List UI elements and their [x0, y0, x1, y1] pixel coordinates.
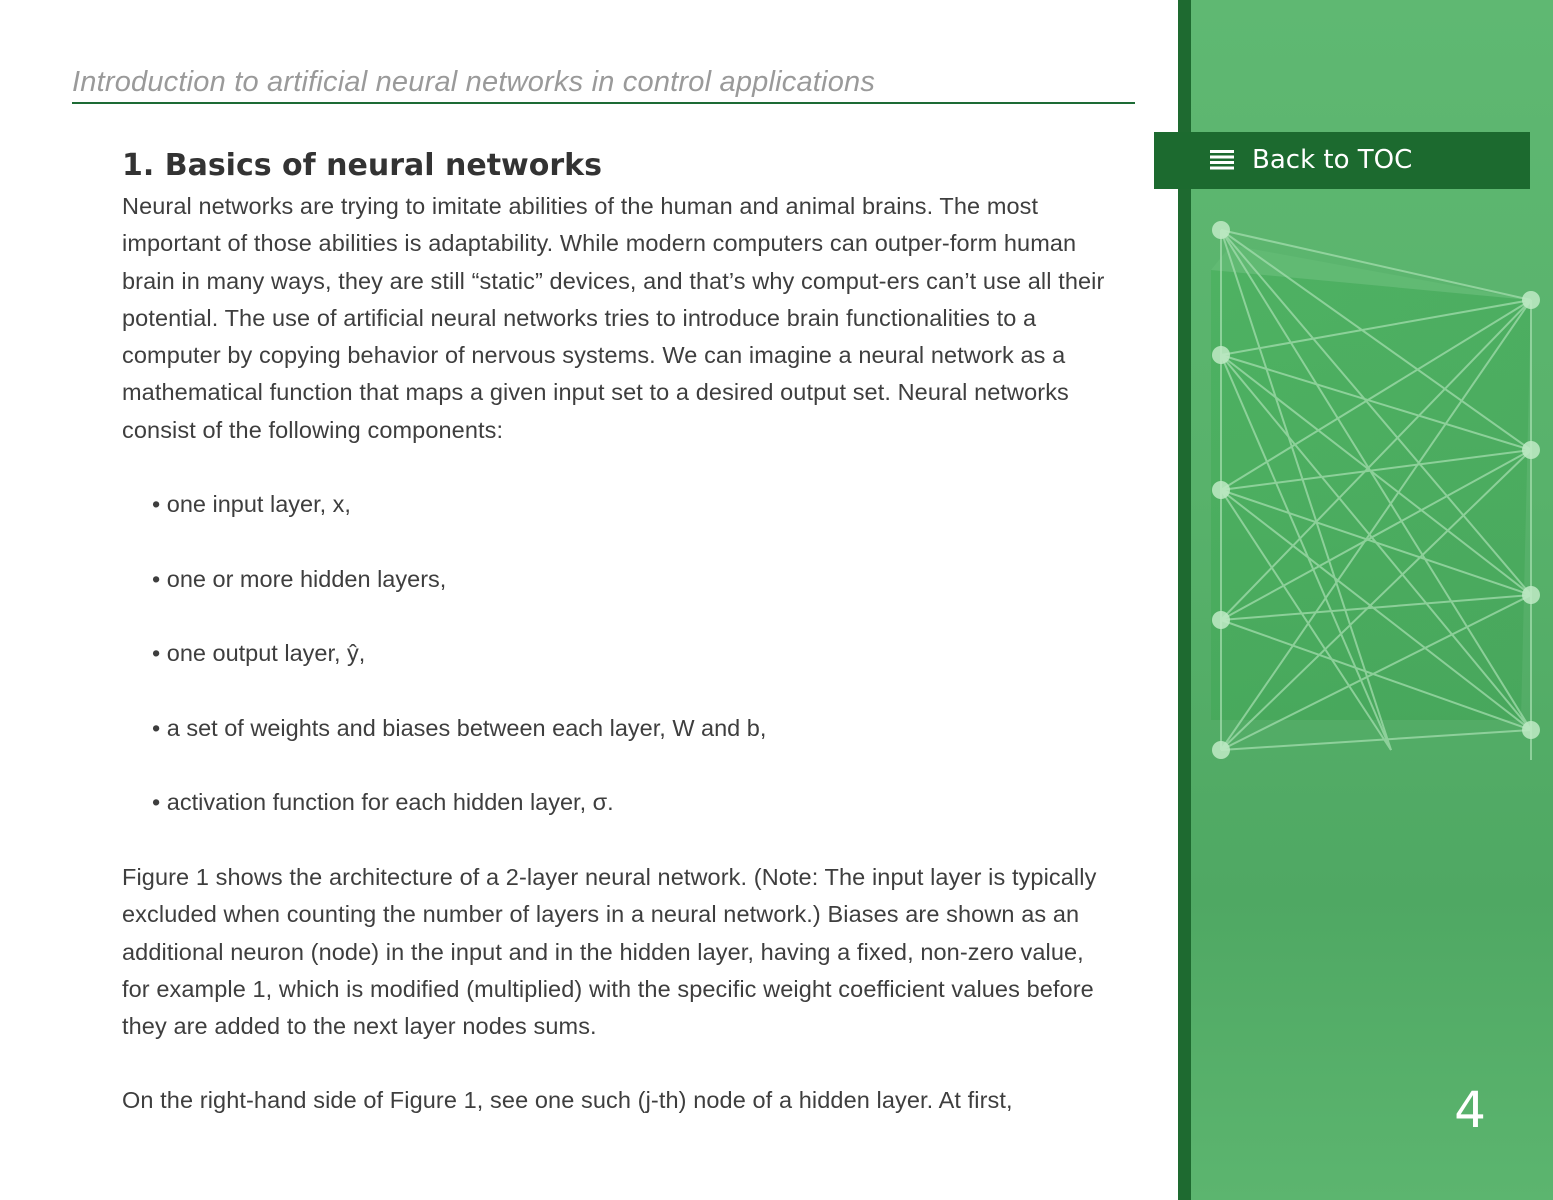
- list-item: • a set of weights and biases between each layer, W and b,: [152, 715, 767, 741]
- running-header-title: Introduction to artificial neural networks in control applications: [72, 66, 876, 98]
- back-to-toc-button[interactable]: [1154, 132, 1530, 189]
- list-item: • one output layer, ŷ,: [152, 640, 366, 666]
- main-content: [122, 144, 1112, 1113]
- back-to-toc-label: Back to TOC: [1252, 145, 1413, 175]
- neural-network-illustration: [1191, 200, 1553, 780]
- list-item: • one or more hidden layers,: [152, 566, 447, 592]
- list-item: • activation function for each hidden layer, σ.: [152, 789, 614, 815]
- figure-paragraph: Figure 1 shows the architecture of a 2-layer neural network. (Note: The input layer is typically excluded when counting the number of layers in a neural network.) Biases are shown as an additional neuron (node) in the input and in the hidden layer, having a fixed, non-zero value, for example 1, which is modified (multiplied) with the specific weight coefficient values before they are added to the next layer nodes sums.: [122, 864, 1097, 1040]
- list-item: • one input layer, x,: [152, 491, 351, 517]
- section-title: 1. Basics of neural networks: [122, 148, 602, 183]
- running-header: [72, 64, 1135, 104]
- list-icon: [1210, 150, 1234, 170]
- intro-paragraph: Neural networks are trying to imitate abilities of the human and animal brains. The most important of those abilities is adaptability. While modern computers can outper-form human brain in many ways, they are still “static” devices, and that’s why comput-ers can’t use all their potential. The use of artificial neural networks tries to introduce brain functionalities to a computer by copying behavior of nervous systems. We can imagine a neural network as a mathematical function that maps a given input set to a desired output set. Neural networks consist of the following components:: [122, 193, 1105, 443]
- page-number: 4: [1454, 1081, 1486, 1139]
- closing-paragraph: On the right-hand side of Figure 1, see one such (j-th) node of a hidden layer. At first,: [122, 1087, 1013, 1113]
